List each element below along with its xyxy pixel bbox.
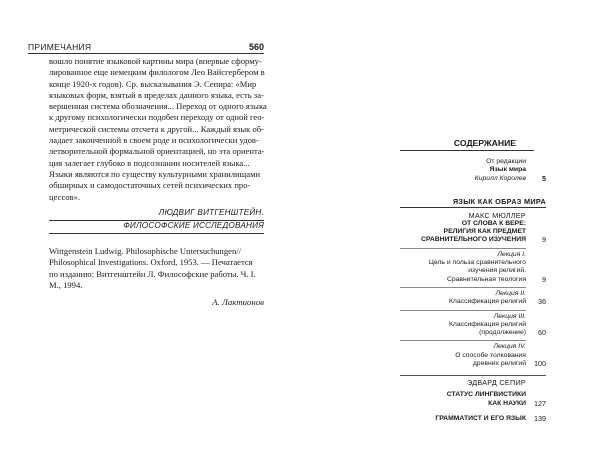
running-head-rule: [28, 53, 264, 54]
text-line: конце 1920-х годов). Ср. высказывания Э. Сепира: «Мир: [49, 78, 257, 89]
text-line: ция залегает глубоко в подсознании носителей языка...: [49, 157, 250, 168]
text-line: к другому психологически подобен переходу от одной гео-: [49, 112, 265, 123]
toc-author: ЭДВАРД СЕПИР: [400, 375, 546, 387]
toc-entry-grammarian[interactable]: [400, 415, 546, 423]
text-line: цессов».: [49, 191, 81, 202]
toc-entry-title: Язык мира: [489, 166, 526, 174]
text-line: вершенная система обозначения... Переход от одного языка: [49, 101, 267, 112]
section-heading-title: ФИЛОСОФСКИЕ ИССЛЕДОВАНИЯ: [123, 220, 264, 230]
toc-entry-lecture-4[interactable]: [400, 343, 546, 368]
toc-page-number: 5: [542, 173, 546, 183]
text-line: Wittgenstein Ludwig. Philosophische Untersuchungen//: [49, 246, 242, 256]
toc-entry-lecture-2[interactable]: [400, 290, 546, 307]
toc-author: МАКС МЮЛЛЕР: [468, 210, 526, 220]
left-page: [0, 0, 290, 473]
toc-page-number: 60: [538, 328, 546, 338]
running-head: [28, 42, 264, 52]
toc-separator: [400, 310, 526, 311]
toc-page-number: 36: [538, 297, 546, 307]
toc-separator: [400, 287, 526, 288]
text-line: летворительной формальной ориентацией, но эта ориента-: [49, 146, 265, 157]
running-head-title: ПРИМЕЧАНИЯ: [28, 42, 92, 52]
toc-entry-muller-work[interactable]: [400, 220, 546, 245]
toc-separator: [400, 340, 526, 341]
toc-part-rule: [400, 207, 546, 208]
note-continuation: [49, 56, 267, 203]
text-line: вошло понятие языковой картины мира (впервые сформу-: [49, 56, 262, 66]
toc-entry-title-line: Классификация религий: [448, 320, 526, 328]
toc-entry-editorial[interactable]: [400, 158, 546, 183]
toc-title-rule: [400, 150, 534, 151]
toc-entry-author: Кирилл Королев: [474, 174, 526, 182]
text-line: по изданию: Витгенштейн Л. Философские работы. Ч. I.: [49, 268, 256, 279]
toc-entry-title-line: КАК НАУКИ: [488, 399, 526, 407]
toc-entry-title-line: изучения религий.: [468, 267, 526, 275]
toc-entry-title-line: (продолжение): [479, 329, 526, 337]
toc-entry-title-line: СТАТУС ЛИНГВИСТИКИ: [446, 391, 526, 399]
toc-lecture-label: Лекция II.: [495, 289, 526, 297]
toc-entry-lecture-3[interactable]: [400, 313, 546, 338]
table-of-contents: [400, 154, 546, 423]
text-line: языковых форм, взятый в пределах данного языка, есть за-: [49, 89, 264, 100]
toc-entry-title-line: СРАВНИТЕЛЬНОГО ИЗУЧЕНИЯ: [420, 236, 526, 244]
text-line: ладает законченной в своем роде и психологически удов-: [49, 135, 259, 146]
toc-page-number: 9: [542, 235, 546, 245]
toc-entry-sapir-work[interactable]: [400, 391, 546, 408]
toc-entry-lecture-1[interactable]: [400, 251, 546, 284]
toc-lecture-label: Лекция III.: [493, 312, 526, 320]
toc-page-number: 139: [534, 413, 546, 423]
text-line: М., 1994.: [49, 279, 83, 290]
toc-lecture-label: Лекция I.: [497, 250, 526, 258]
toc-entry-title: ГРАММАТИСТ И ЕГО ЯЗЫК: [435, 414, 526, 422]
toc-entry-title-line: Классификация религий: [448, 298, 526, 306]
section-heading-rule: [49, 233, 264, 234]
toc-page-number: 9: [542, 274, 546, 284]
toc-title: СОДЕРЖАНИЕ: [453, 138, 516, 148]
toc-page-number: 100: [534, 359, 546, 369]
section-heading-author: ЛЮДВИГ ВИТГЕНШТЕЙН.: [158, 208, 264, 217]
toc-separator: [400, 248, 526, 249]
toc-entry-title-line: ОТ СЛОВА К ВЕРЕ:: [461, 219, 526, 227]
text-line: Языки являются по существу культурными хранилищами: [49, 168, 261, 179]
toc-entry-title-line: древних религий: [472, 360, 526, 368]
toc-entry-title-line: Сравнительная теология: [446, 275, 526, 283]
toc-lecture-label: Лекция IV.: [493, 343, 526, 351]
section-heading: [49, 208, 264, 234]
toc-label: От редакции: [486, 158, 526, 165]
toc-page-number: 127: [534, 398, 546, 408]
text-line: Philosophical Investigations. Oxford, 1953. — Печатается: [49, 257, 253, 268]
text-line: метрической системы отсчета к другой... Каждый язык об-: [49, 123, 264, 134]
toc-entry-title-line: РЕЛИГИЯ КАК ПРЕДМЕТ: [443, 228, 526, 236]
toc-entry-title-line: О способе толкования: [455, 351, 526, 359]
text-line: лированное еще немецким филологом Лео Вайсгербером в: [49, 67, 265, 78]
bibliography: [49, 246, 264, 291]
toc-entry-title-line: Цель и польза сравнительного: [428, 259, 526, 267]
toc-part-title: ЯЗЫК КАК ОБРАЗ МИРА: [452, 196, 546, 206]
page-number: 560: [248, 42, 264, 52]
note-signature: А. Лактионов: [212, 297, 264, 307]
text-line: обширных и самодостаточных сетей психических про-: [49, 180, 251, 191]
